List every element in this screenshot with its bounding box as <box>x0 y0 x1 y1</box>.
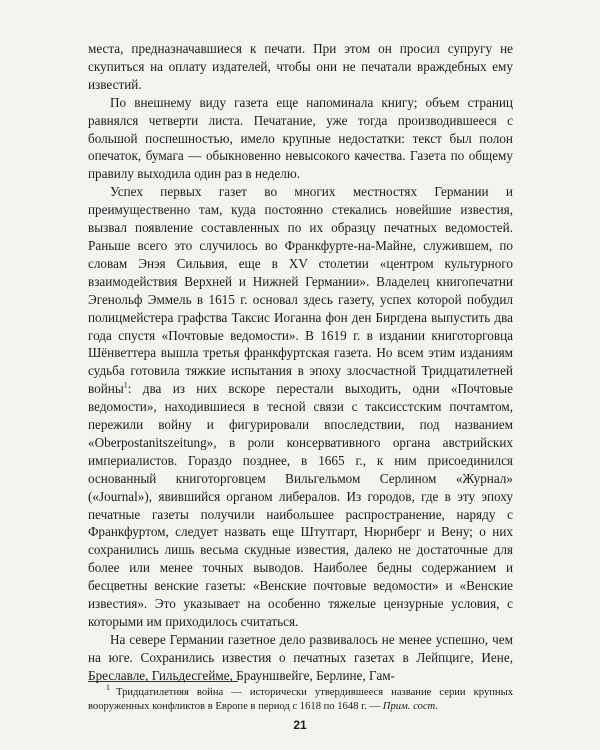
footnote-mark: 1 <box>106 683 110 693</box>
footnote-reference[interactable]: 1 <box>123 380 128 390</box>
footnote-text: Тридцатилетняя война — исторически утвердившееся название серии крупных вооруженных конфликтов в Европе в период с 1618 по 1648 г. — <box>88 687 513 712</box>
paragraph-3 <box>88 183 513 631</box>
paragraph-3-text-after: : два из них вскоре перестали выходить, одни «Почтовые ведомости», находившиеся в тесной связи с таксисстским почтамтом, пережили войну и фигурировали впоследствии, под названием «Oberpostanitszeitung», в роли консервативного органа австрийских империалистов. Гораздо позднее, в 1665 г., к ним присоединился основанный книготорговцем Вильгельмом Серлином «Журнал» («Journal»), явившийся органом либералов. Из городов, где в эту эпоху печатные газеты получили наибольшее распространение, наряду с Франкфуртом, следует назвать еще Штутгарт, Нюрнберг и Вену; о них сохранились лишь весьма скудные известия, далеко не достаточные для более или менее точных выводов. Наиболее бедны содержанием и бесцветны венские газеты: «Венские почтовые ведомости» и «Венские известия». Это указывает на особенно тяжелые цензурные условия, с которыми им приходилось считаться. <box>88 381 513 629</box>
paragraph-4: На севере Германии газетное дело развивалось не менее успешно, чем на юге. Сохранились известия о печатных газетах в Лейпциге, Иене, Бреславле, Гильдесгейме, Брауншвейге, Берлине, Гам- <box>88 631 513 683</box>
footnote-divider <box>88 681 238 682</box>
paragraph-1: места, предназначавшиеся к печати. При этом он просил супругу не скупиться на оплату издателей, чтобы они не печатали враждебных ему известий. <box>88 41 513 92</box>
paragraph-2: По внешнему виду газета еще напоминала книгу; объем страниц равнялся четверти листа. Печатание, уже тогда производившееся с большой поспешностью, имело крупные недостатки: текст был полон опечаток, бумага — обыкновенно невысокого качества. Газета по общему правилу выходила один раз в неделю. <box>88 94 513 182</box>
page-body <box>88 40 513 685</box>
page-number: 21 <box>293 718 307 732</box>
paragraph-3-text-before: Успех первых газет во многих местностях Германии и преимущественно там, куда постоянно стекались новейшие известия, вызвал появление составленных по их образцу печатных ведомостей. Раньше всего это случилось во Франкфурте-на-Майне, служившем, по словам Энэя Сильвия, еще в XV столетии «центром культурного взаимодействия Верхней и Нижней Германии». Владелец книгопечатни Эгенольф Эммель в 1615 г. основал здесь газету, успех которой побудил полицмейстера графства Таксис Иоганна фон ден Биргдена выпустить два года спустя «Почтовые ведомости». В 1619 г. в издании книготорговца Шёнветтера вышла третья франкфуртская газета. Но всем этим изданиям судьба готовила тяжкие испытания в эпоху злосчастной Тридцатилетней войны <box>88 184 513 397</box>
footnote-editor-note: Прим. сост. <box>382 701 438 712</box>
footnote <box>88 683 513 714</box>
